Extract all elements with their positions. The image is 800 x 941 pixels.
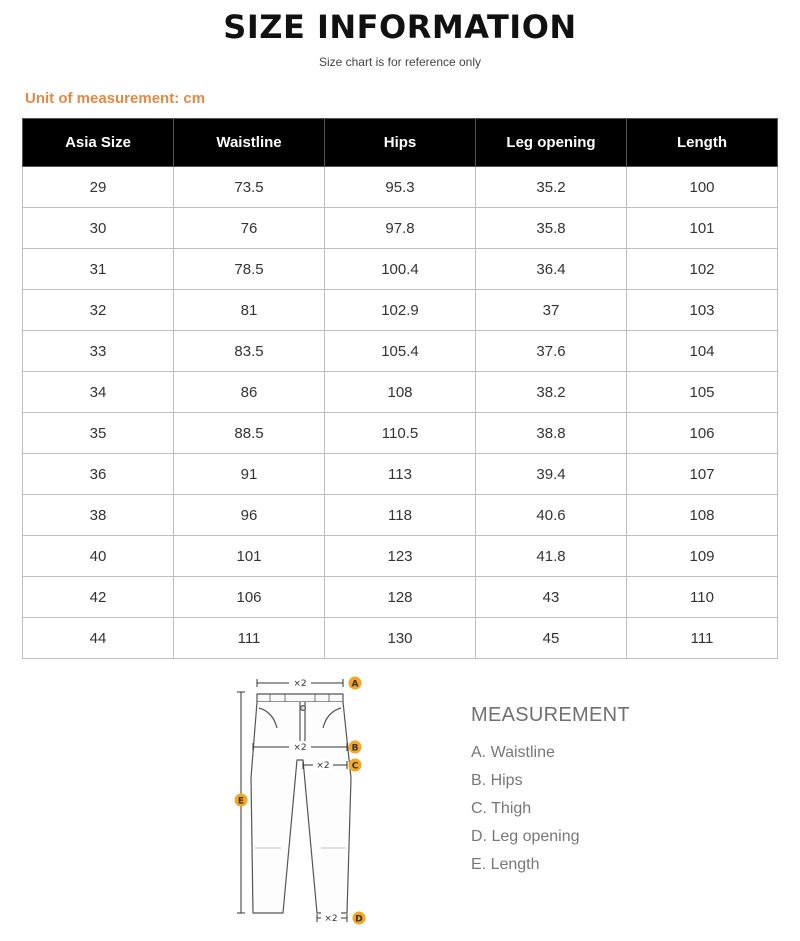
table-cell: 78.5 xyxy=(174,249,325,290)
table-cell: 111 xyxy=(174,618,325,659)
svg-text:B: B xyxy=(351,743,359,754)
table-cell: 42 xyxy=(23,577,174,618)
svg-text:D: D xyxy=(355,914,363,925)
table-row xyxy=(23,618,778,659)
svg-text:E: E xyxy=(237,796,245,807)
svg-text:C: C xyxy=(351,761,359,772)
marker-e xyxy=(235,794,248,807)
table-row xyxy=(23,167,778,208)
table-row xyxy=(23,495,778,536)
table-cell: 32 xyxy=(23,290,174,331)
table-cell: 30 xyxy=(23,208,174,249)
table-cell: 103 xyxy=(627,290,778,331)
measurement-item: C. Thigh xyxy=(471,800,532,817)
marker-c xyxy=(349,759,362,772)
table-cell: 105 xyxy=(627,372,778,413)
table-cell: 33 xyxy=(23,331,174,372)
table-cell: 100.4 xyxy=(325,249,476,290)
trousers-diagram xyxy=(225,668,385,930)
table-cell: 106 xyxy=(627,413,778,454)
table-cell: 123 xyxy=(325,536,476,577)
marker-b xyxy=(349,741,362,754)
table-row xyxy=(23,290,778,331)
measurement-list xyxy=(471,744,580,884)
table-cell: 96 xyxy=(174,495,325,536)
table-cell: 39.4 xyxy=(476,454,627,495)
table-cell: 91 xyxy=(174,454,325,495)
table-cell: 111 xyxy=(627,618,778,659)
column-header: Asia Size xyxy=(23,119,174,167)
multiplier-label-d: ×2 xyxy=(324,914,338,924)
table-cell: 81 xyxy=(174,290,325,331)
table-cell: 128 xyxy=(325,577,476,618)
unit-label: Unit of measurement: cm xyxy=(25,90,206,107)
table-cell: 45 xyxy=(476,618,627,659)
table-cell: 43 xyxy=(476,577,627,618)
table-row xyxy=(23,413,778,454)
table-cell: 101 xyxy=(627,208,778,249)
table-cell: 109 xyxy=(627,536,778,577)
table-cell: 76 xyxy=(174,208,325,249)
svg-text:A: A xyxy=(351,679,359,690)
size-table-body xyxy=(23,167,778,659)
table-cell: 35.2 xyxy=(476,167,627,208)
table-cell: 102 xyxy=(627,249,778,290)
table-cell: 35.8 xyxy=(476,208,627,249)
table-cell: 110.5 xyxy=(325,413,476,454)
table-cell: 105.4 xyxy=(325,331,476,372)
table-cell: 86 xyxy=(174,372,325,413)
trousers-icon xyxy=(251,694,351,913)
column-header: Leg opening xyxy=(476,119,627,167)
size-table xyxy=(22,118,778,659)
table-cell: 37.6 xyxy=(476,331,627,372)
table-cell: 118 xyxy=(325,495,476,536)
table-row xyxy=(23,577,778,618)
measurement-item: D. Leg opening xyxy=(471,828,580,845)
multiplier-label-c: ×2 xyxy=(316,761,330,771)
page-title: SIZE INFORMATION xyxy=(223,8,577,46)
table-row xyxy=(23,208,778,249)
table-cell: 110 xyxy=(627,577,778,618)
table-cell: 35 xyxy=(23,413,174,454)
multiplier-label-b: ×2 xyxy=(293,743,307,753)
table-cell: 100 xyxy=(627,167,778,208)
table-cell: 38 xyxy=(23,495,174,536)
table-cell: 106 xyxy=(174,577,325,618)
marker-d xyxy=(353,912,366,925)
table-cell: 37 xyxy=(476,290,627,331)
page-subtitle: Size chart is for reference only xyxy=(318,55,482,69)
table-row xyxy=(23,536,778,577)
table-cell: 29 xyxy=(23,167,174,208)
table-cell: 41.8 xyxy=(476,536,627,577)
table-cell: 36 xyxy=(23,454,174,495)
table-cell: 95.3 xyxy=(325,167,476,208)
table-row xyxy=(23,249,778,290)
table-cell: 102.9 xyxy=(325,290,476,331)
table-cell: 83.5 xyxy=(174,331,325,372)
table-row xyxy=(23,454,778,495)
column-header: Hips xyxy=(325,119,476,167)
table-cell: 38.2 xyxy=(476,372,627,413)
measurement-title: MEASUREMENT xyxy=(471,704,630,726)
column-header: Length xyxy=(627,119,778,167)
table-cell: 130 xyxy=(325,618,476,659)
table-cell: 40.6 xyxy=(476,495,627,536)
table-row xyxy=(23,331,778,372)
table-header-row xyxy=(23,119,778,167)
table-cell: 40 xyxy=(23,536,174,577)
table-cell: 107 xyxy=(627,454,778,495)
table-cell: 34 xyxy=(23,372,174,413)
marker-a xyxy=(349,677,362,690)
table-cell: 88.5 xyxy=(174,413,325,454)
table-cell: 108 xyxy=(325,372,476,413)
measurement-item: E. Length xyxy=(471,856,540,873)
table-cell: 97.8 xyxy=(325,208,476,249)
table-cell: 38.8 xyxy=(476,413,627,454)
measurement-item: A. Waistline xyxy=(471,744,555,761)
table-cell: 73.5 xyxy=(174,167,325,208)
column-header: Waistline xyxy=(174,119,325,167)
table-cell: 44 xyxy=(23,618,174,659)
table-cell: 36.4 xyxy=(476,249,627,290)
table-cell: 104 xyxy=(627,331,778,372)
table-cell: 31 xyxy=(23,249,174,290)
table-cell: 108 xyxy=(627,495,778,536)
table-cell: 113 xyxy=(325,454,476,495)
measurement-item: B. Hips xyxy=(471,772,523,789)
multiplier-label-a: ×2 xyxy=(293,679,307,689)
table-row xyxy=(23,372,778,413)
table-cell: 101 xyxy=(174,536,325,577)
